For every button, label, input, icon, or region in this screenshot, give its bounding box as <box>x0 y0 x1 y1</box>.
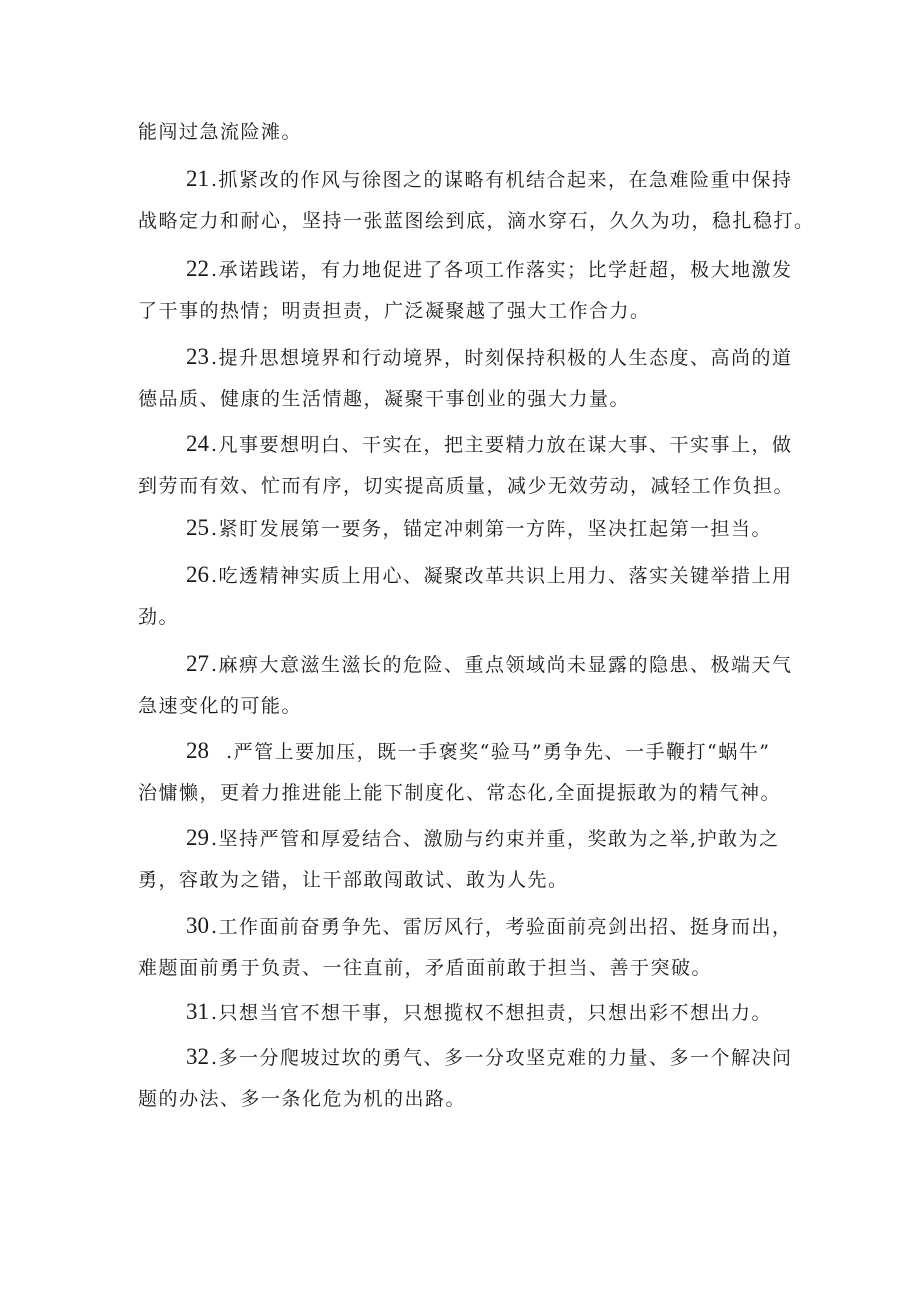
list-item <box>186 167 798 192</box>
lead-line: 能闯过急流险滩。 <box>138 121 303 143</box>
item-number: 30 <box>186 913 209 938</box>
item-number: 21 <box>186 166 209 191</box>
item-text: .工作面前奋勇争先、雷厉风行，考验面前亮剑出招、挺身而出， <box>211 916 793 938</box>
item-text-continued: 劲。 <box>138 606 180 628</box>
item-text: .只想当官不想干事，只想揽权不想担责，只想出彩不想出力。 <box>211 1002 773 1024</box>
item-number: 24 <box>186 431 209 456</box>
list-item <box>186 739 798 764</box>
item-text-continued: 急速变化的可能。 <box>138 695 303 717</box>
list-item <box>186 563 798 588</box>
item-text-continued: 治慵懒，更着力推进能上能下制度化、常态化,全面提振敢为的精气神。 <box>138 782 782 804</box>
item-number: 32 <box>186 1044 209 1069</box>
list-item <box>186 826 798 851</box>
item-number: 29 <box>186 825 209 850</box>
item-text-continued: 到劳而有效、忙而有序，切实提高质量，减少无效劳动，减轻工作负担。 <box>138 475 795 497</box>
item-number: 23 <box>186 344 209 369</box>
item-text-continued: 难题面前勇于负责、一往直前，矛盾面前敢于担当、善于突破。 <box>138 957 713 979</box>
item-text-continued: 勇，容敢为之错，让干部敢闯敢试、敢为人先。 <box>138 869 569 891</box>
item-number: 28 <box>186 738 209 763</box>
list-item <box>186 1045 798 1070</box>
item-number: 26 <box>186 562 209 587</box>
item-text: .坚持严管和厚爱结合、激励与约束并重，奖敢为之举,护敢为之 <box>211 828 780 850</box>
list-item <box>186 652 798 677</box>
item-number: 27 <box>186 651 209 676</box>
item-number: 31 <box>186 999 209 1024</box>
item-text-continued: 了干事的热情；明责担责，广泛凝聚越了强大工作合力。 <box>138 300 651 322</box>
item-number: 22 <box>186 256 209 281</box>
item-number: 25 <box>186 515 209 540</box>
list-item <box>186 432 798 457</box>
item-text: .抓紧改的作风与徐图之的谋略有机结合起来，在急难险重中保持 <box>211 169 793 191</box>
list-item <box>186 516 798 541</box>
item-text-continued: 战略定力和耐心，坚持一张蓝图绘到底，滴水穿石，久久为功，稳扎稳打。 <box>138 210 815 232</box>
item-text-continued: 德品质、健康的生活情趣，凝聚干事创业的强大力量。 <box>138 388 631 410</box>
list-item <box>186 257 798 282</box>
item-text: .紧盯发展第一要务，锚定冲刺第一方阵，坚决扛起第一担当。 <box>211 518 773 540</box>
item-text: .凡事要想明白、干实在，把主要精力放在谋大事、干实事上，做 <box>211 434 793 456</box>
item-text-continued: 题的办法、多一条化危为机的出路。 <box>138 1088 467 1110</box>
item-text: .吃透精神实质上用心、凝聚改革共识上用力、落实关键举措上用 <box>211 565 793 587</box>
item-text: .多一分爬坡过坎的勇气、多一分攻坚克难的力量、多一个解决问 <box>211 1047 793 1069</box>
item-text: .麻痹大意滋生滋长的危险、重点领域尚未显露的隐患、极端天气 <box>211 654 793 676</box>
item-text: .严管上要加压，既一手褒奖“验马”勇争先、一手鞭打“蜗牛” <box>211 741 771 763</box>
list-item <box>186 1000 798 1025</box>
list-item <box>186 345 798 370</box>
list-item <box>186 914 798 939</box>
item-text: .承诺践诺，有力地促进了各项工作落实；比学赶超，极大地激发 <box>211 259 793 281</box>
item-text: .提升思想境界和行动境界，时刻保持积极的人生态度、高尚的道 <box>211 347 793 369</box>
